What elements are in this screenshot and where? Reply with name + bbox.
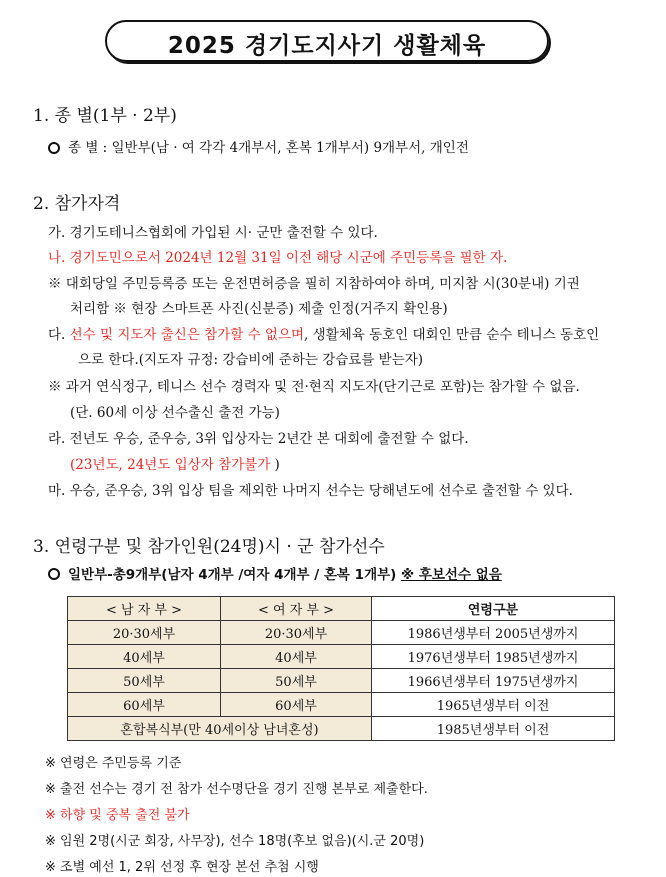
- rule-ra: 라. 전년도 우승, 준우승, 3위 입상자는 2년간 본 대회에 출전할 수 없다.: [48, 431, 469, 447]
- table-cell: 50세부: [68, 669, 221, 693]
- table-header-row: [68, 597, 615, 621]
- header-men: < 남 자 부 >: [68, 597, 221, 621]
- table-cell: 1985년생부터 이전: [372, 717, 615, 741]
- page-title: 2025 경기도지사기 생활체육: [167, 33, 487, 59]
- note-submit-roster: ※ 출전 선수는 경기 전 참가 선수명단을 경기 진행 본부로 제출한다.: [45, 782, 428, 797]
- section2-heading: 2. 참가자격: [33, 194, 121, 214]
- rule-ra-paren: ): [270, 457, 280, 473]
- note-past-career: ※ 과거 연식정구, 테니스 선수 경력자 및 전·현직 지도자(단기근로 포함)는 참가할 수 없음.: [48, 379, 580, 395]
- circle-bullet-icon: [48, 568, 60, 580]
- table-row: [68, 717, 615, 741]
- table-cell: 20·30세부: [221, 621, 372, 645]
- section3-sub-text: 일반부-총9개부(남자 4개부 /여자 4개부 / 혼복 1개부): [68, 567, 397, 583]
- section1-heading: 1. 종 별(1부 · 2부): [33, 106, 177, 126]
- rule-ra-cont: [70, 453, 280, 473]
- header-women: < 여 자 부 >: [221, 597, 372, 621]
- circle-bullet-icon: [48, 142, 60, 154]
- table-cell: 1965년생부터 이전: [372, 693, 615, 717]
- note-id-card-cont: 처리함 ※ 현장 스마트폰 사진(신분증) 제출 인정(거주지 확인용): [70, 301, 448, 317]
- table-row: [68, 645, 615, 669]
- title-banner: [105, 20, 549, 62]
- table-cell: 50세부: [221, 669, 372, 693]
- rule-na: 나. 경기도민으로서 2024년 12월 31일 이전 해당 시군에 주민등록을 필한 자.: [48, 250, 508, 266]
- table-cell-mixed: 혼합복식부(만 40세이상 남녀혼성): [68, 717, 372, 741]
- table-row: [68, 693, 615, 717]
- table-row: [68, 621, 615, 645]
- note-no-duplicate: ※ 하향 및 중복 출전 불가: [45, 808, 190, 823]
- no-reserve-note: ※ 후보선수 없음: [401, 567, 502, 583]
- section1-item: [48, 136, 469, 156]
- table-cell: 40세부: [68, 645, 221, 669]
- rule-ra-red: (23년도, 24년도 입상자 참가불가: [70, 457, 271, 473]
- rule-da-prefix: 다.: [48, 327, 70, 343]
- section3-heading: 3. 연령구분 및 참가인원(24명)시 · 군 참가선수: [33, 537, 385, 557]
- note-id-card: ※ 대회당일 주민등록증 또는 운전면허증을 필히 지참하여야 하며, 미지참 시(30분내) 기권: [48, 276, 580, 292]
- table-cell: 1986년생부터 2005년생까지: [372, 621, 615, 645]
- section3-sub: [48, 563, 502, 583]
- section1-item-text: 종 별 : 일반부(남 · 여 각각 4개부서, 혼복 1개부서) 9개부서, 개인전: [68, 140, 469, 156]
- rule-ga: 가. 경기도테니스협회에 가입된 시· 군만 출전할 수 있다.: [48, 225, 378, 241]
- table-cell: 20·30세부: [68, 621, 221, 645]
- rule-da-cont: 으로 한다.(지도자 규정: 강습비에 준하는 강습료를 받는자): [78, 352, 424, 368]
- table-row: [68, 669, 615, 693]
- note-age-basis: ※ 연령은 주민등록 기준: [45, 756, 182, 771]
- rule-da: [48, 323, 599, 343]
- table-cell: 1966년생부터 1975년생까지: [372, 669, 615, 693]
- table-cell: 1976년생부터 1985년생까지: [372, 645, 615, 669]
- table-cell: 40세부: [221, 645, 372, 669]
- rule-da-rest: , 생활체육 동호인 대회인 만큼 순수 테니스 동호인: [304, 327, 600, 343]
- age-division-table: [67, 596, 615, 741]
- note-group-stage: ※ 조별 예선 1, 2위 선정 후 현장 본선 추첨 시행: [45, 860, 319, 875]
- header-age: 연령구분: [372, 597, 615, 621]
- rule-ma: 마. 우승, 준우승, 3위 입상 팀을 제외한 나머지 선수는 당해년도에 선수로 출전할 수 있다.: [48, 483, 573, 499]
- rule-da-red: 선수 및 지도자 출신은 참가할 수 없으며: [69, 327, 305, 343]
- note-officials: ※ 임원 2명(시군 회장, 사무장), 선수 18명(후보 없음)(시.군 20명): [45, 834, 425, 849]
- note-past-career-cont: (단. 60세 이상 선수출신 출전 가능): [70, 405, 280, 421]
- table-cell: 60세부: [68, 693, 221, 717]
- table-cell: 60세부: [221, 693, 372, 717]
